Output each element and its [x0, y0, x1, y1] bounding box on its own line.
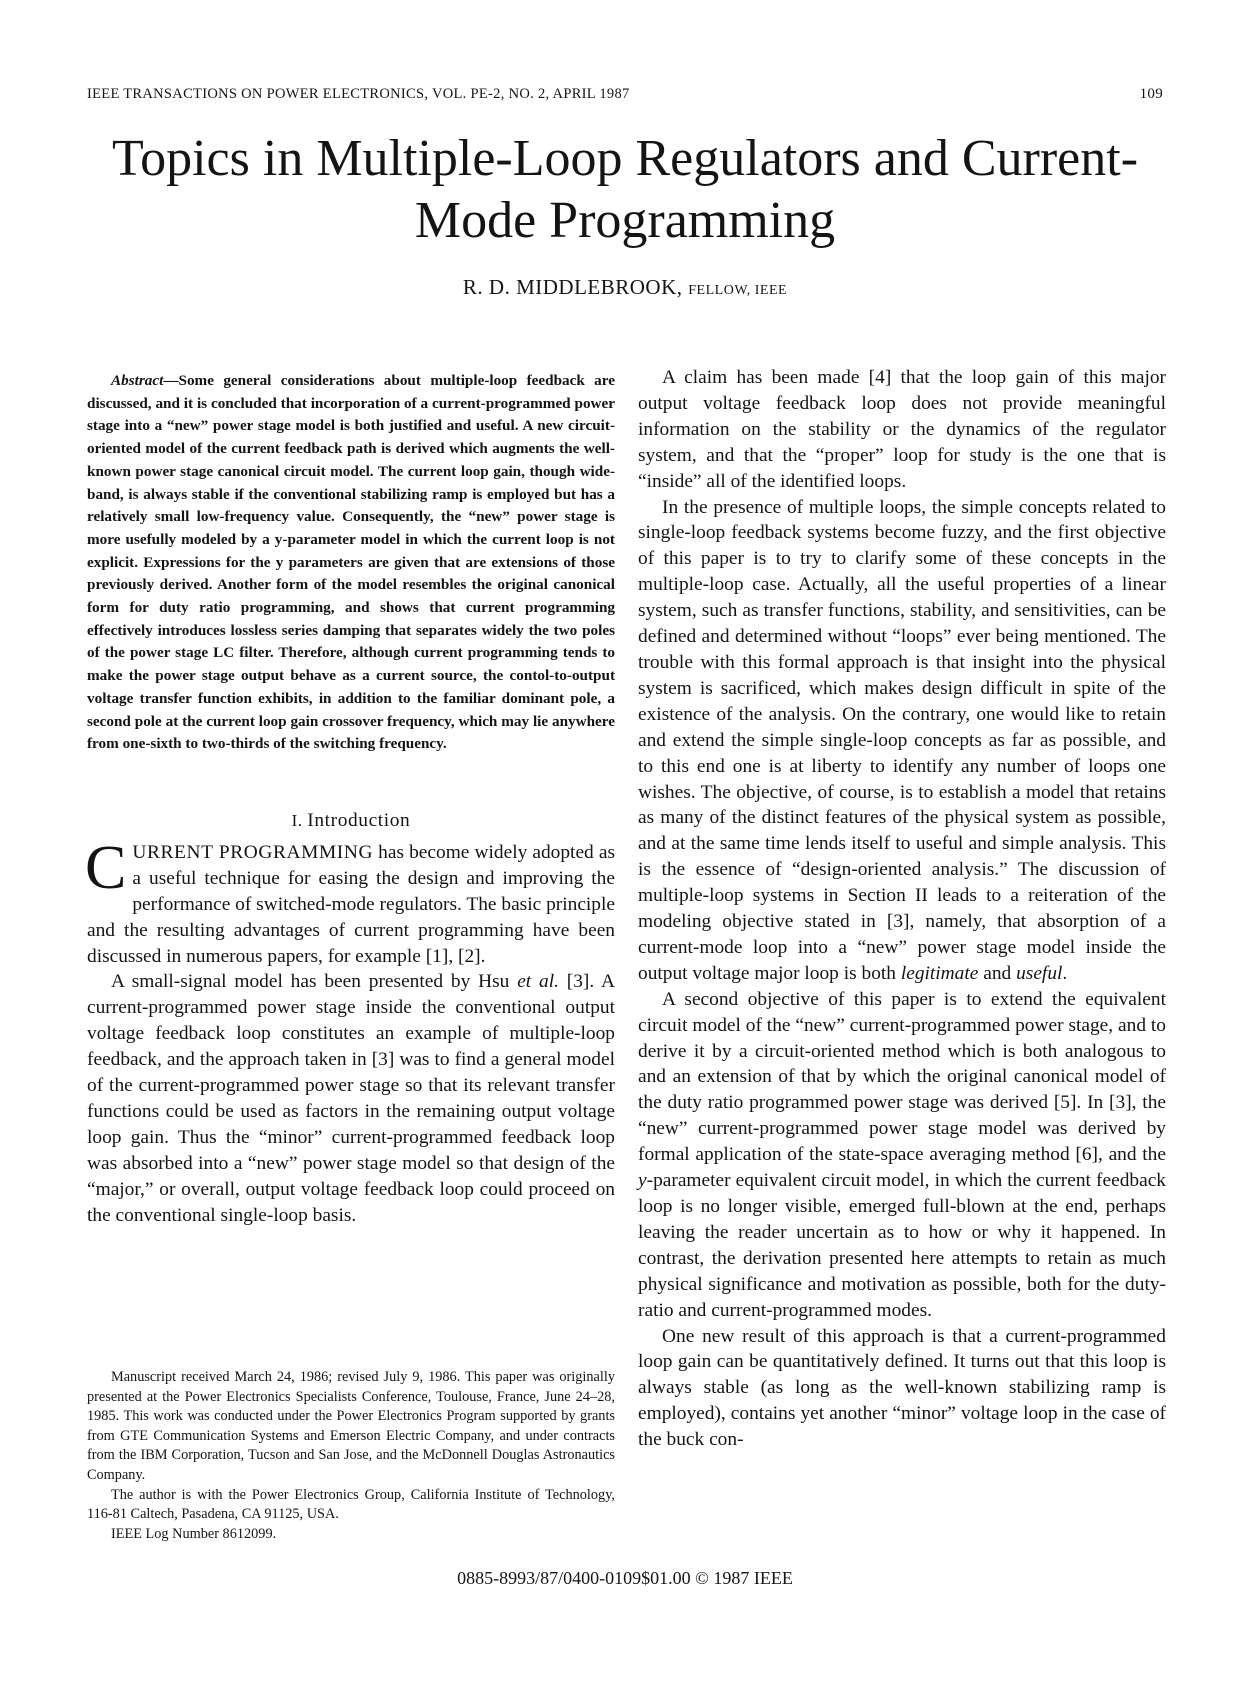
intro-paragraph-2 — [87, 969, 615, 1228]
left-column — [87, 370, 615, 1229]
journal-name: IEEE TRANSACTIONS ON POWER ELECTRONICS, VOL. PE-2, NO. 2, APRIL 1987 — [87, 86, 630, 102]
author-line — [87, 275, 1163, 300]
abstract-lead: Abstract — [111, 372, 164, 389]
title-line-1: Topics in Multiple-Loop Regulators and Current- — [111, 130, 1139, 187]
paper-title — [87, 128, 1163, 252]
footnote-log: IEEE Log Number 8612099. — [111, 1525, 277, 1542]
copyright-footer: 0885-8993/87/0400-0109$01.00 © 1987 IEEE — [457, 1568, 793, 1588]
right-p2-text: In the presence of multiple loops, the simple concepts related to single-loop feedback systems become fuzzy, and the first objective of this paper is to try to clarify some of these concepts in the multiple-loop case. Actually, all the useful properties of a linear system, such as transfer functions, stability, and sensitivities, can be defined and determined without “loops” ever being mentioned. The trouble with this formal approach is that insight into the physical system is sacrificed, which makes design difficult in spite of the existence of the analysis. On the contrary, one would like to retain and extend the simple single-loop concepts as far as possible, and to this end one is at liberty to identify any number of loops one wishes. The objective, of course, is to establish a model that retains as many of the distinct features of the physical system as possible, and at the same time lends itself to useful and simple analysis. This is the essence of “design-oriented analysis.” The discussion of multiple-loop systems in Section II leads to a reiteration of the modeling objective stated in [3], namely, that absorption of a current-mode loop into a “new” power stage model inside the output voltage major loop is both — [638, 496, 1166, 984]
right-p3-italic-y: y — [638, 1170, 647, 1192]
intro-p2-italic: et al. — [517, 971, 559, 993]
right-p3-rest: -parameter equivalent circuit model, in which the current feedback loop is no longer visible, emerged full-blown at the end, perhaps leaving the reader uncertain as to how or why it happened. In contrast, the derivation presented here attempts to retain as much physical significance and motivation as possible, both for the duty-ratio and current-programmed modes. — [638, 1170, 1166, 1321]
right-p2-and: and — [978, 962, 1017, 984]
footnote-author: The author is with the Power Electronics Group, California Institute of Technology, 116-81 Caltech, Pasadena, CA 91125, USA. — [87, 1486, 615, 1523]
section-heading-introduction — [87, 810, 615, 832]
intro-p2-rest: [3]. A current-programmed power stage inside the conventional output voltage feedback loop constitutes an example of multiple-loop feedback, and the approach taken in [3] was to find a general model of the current-programmed power stage so that its relevant transfer functions could be used as factors in the remaining output voltage loop gain. Thus the “minor” current-programmed feedback loop was absorbed into a “new” power stage model so that design of the “major,” or overall, output voltage feedback loop could proceed on the conventional single-loop basis. — [87, 971, 615, 1226]
intro-paragraph-1 — [85, 833, 615, 970]
intro-p1-text: has become widely adopted as a useful technique for easing the design and improving the performance of switched-mode regulators. The basic principle and the resulting advantages of current programming have been discussed in numerous papers, for example [1], [2]. — [87, 841, 615, 967]
author-name: R. D. MIDDLEBROOK, — [462, 275, 683, 299]
right-paragraph-2 — [638, 495, 1166, 987]
abstract-text: —Some general considerations about multiple-loop feedback are discussed, and it is concluded that incorporation of a current-programmed power stage into a “new” power stage model is both justified and useful. A new circuit-oriented model of the current feedback path is derived which augments the well-known power stage canonical circuit model. The current loop gain, though wide-band, is always stable if the conventional stabilizing ramp is employed but has a relatively small low-frequency value. Consequently, the “new” power stage is more usefully modeled by a y-parameter model in which the current loop is not explicit. Expressions for the y parameters are given that are extensions of those previously derived. Another form of the model resembles the original canonical form for duty ratio programming, and shows that current programming effectively introduces lossless series damping that separates widely the two poles of the power stage LC filter. Therefore, although current programming tends to make the power stage output behave as a current source, the contol-to-output voltage transfer function exhibits, in addition to the familiar dominant pole, a second pole at the current loop gain crossover frequency, which may lie anywhere from one-sixth to two-thirds of the switching frequency. — [87, 372, 615, 753]
running-head — [87, 86, 1163, 108]
section-number: I. — [291, 810, 303, 830]
intro-lead-smallcaps: URRENT PROGRAMMING — [132, 841, 374, 863]
right-p3-start: A second objective of this paper is to extend the equivalent circuit model of the “new” current-programmed power stage, and to derive it by a circuit-oriented method which is both analogous to and an extension of that by which the original canonical model of the duty ratio programmed power stage was derived [5]. In [3], the “new” current-programmed power stage model was derived by formal application of the state-space averaging method [6], and the — [638, 988, 1166, 1166]
right-paragraph-1: A claim has been made [4] that the loop gain of this major output voltage feedback loop does not provide meaningful information on the stability or the dynamics of the regulator system, and that the “proper” loop for study is the one that is “inside” all of the identified loops. — [638, 367, 1166, 492]
drop-cap: C — [85, 833, 127, 902]
right-p2-end: . — [1062, 962, 1068, 984]
right-p2-italic-legitimate: legitimate — [900, 962, 979, 984]
footnote-manuscript: Manuscript received March 24, 1986; revised July 9, 1986. This paper was originally presented at the Power Electronics Specialists Conference, Toulouse, France, June 24–28, 1985. This work was conducted under the Power Electronics Program supported by grants from GTE Communication Systems and Emerson Electric Company, and under contracts from the IBM Corporation, Tucson and San Jose, and the McDonnell Douglas Astronautics Company. — [87, 1369, 615, 1483]
footnotes — [87, 1368, 615, 1544]
right-paragraph-3 — [638, 987, 1166, 1324]
section-title: Introduction — [307, 809, 411, 831]
page-number: 109 — [1139, 86, 1163, 102]
abstract — [87, 370, 615, 756]
intro-p2-start: A small-signal model has been presented by Hsu — [111, 971, 518, 993]
right-paragraph-4: One new result of this approach is that a current-programmed loop gain can be quantitatively defined. It turns out that this loop is always stable (as long as the well-known stabilizing ramp is employed), contains yet another “minor” voltage loop in the case of the buck con- — [638, 1325, 1166, 1451]
right-column — [638, 365, 1166, 1453]
title-line-2: Mode Programming — [414, 192, 836, 249]
author-affiliation: FELLOW, IEEE — [688, 283, 788, 298]
right-p2-italic-useful: useful — [1016, 962, 1063, 984]
